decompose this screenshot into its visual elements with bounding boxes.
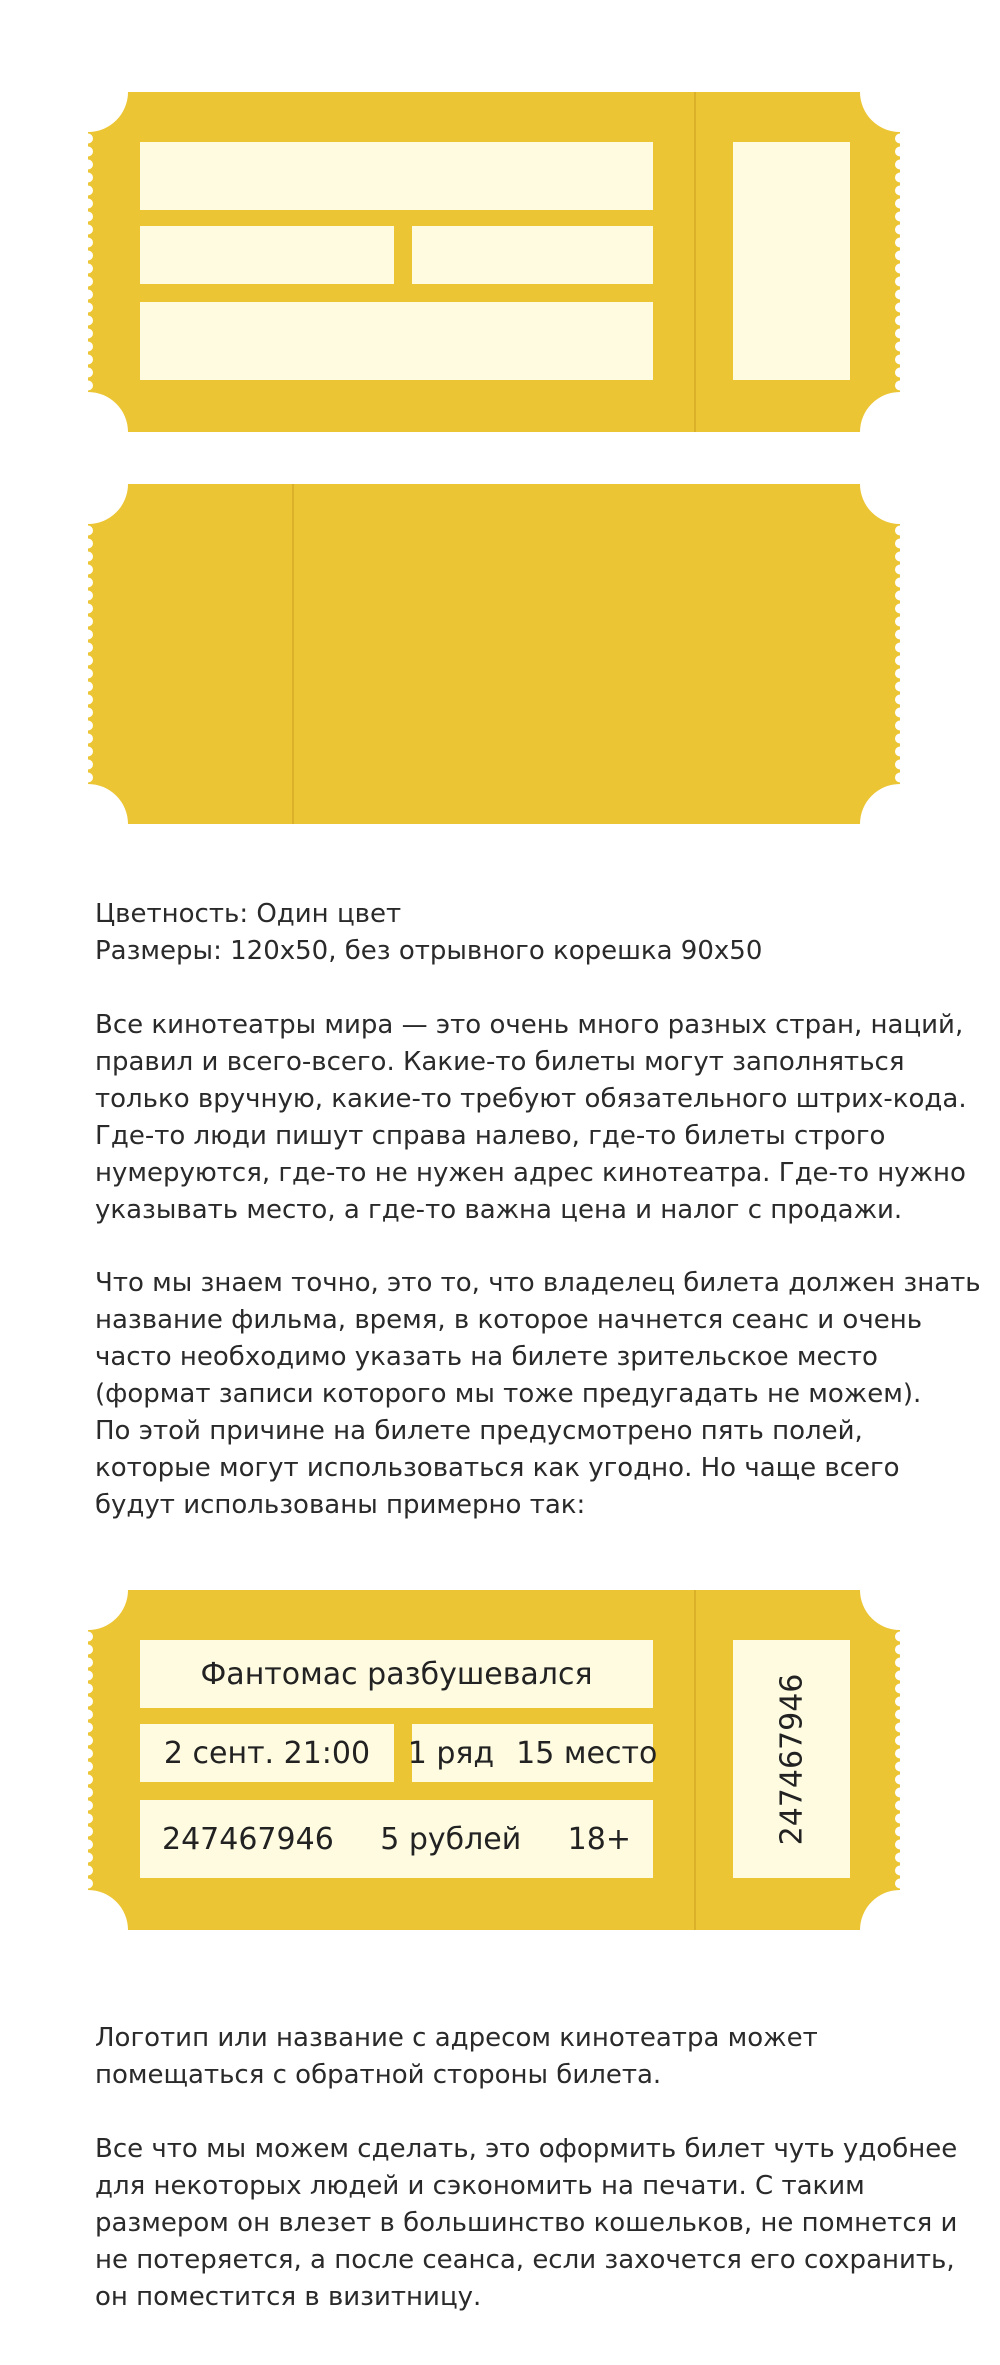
field-title — [140, 142, 653, 210]
paragraph-1 — [95, 1007, 967, 1229]
ticket-example — [88, 1590, 900, 1930]
text-line: не потеряется, а после сеанса, если захочется его сохранить, — [95, 2245, 955, 2275]
seat-number: 15 место — [516, 1735, 658, 1771]
field-left — [140, 226, 394, 284]
field-stub — [733, 1640, 850, 1878]
ticket-shape — [88, 484, 900, 824]
field-right — [407, 1724, 658, 1782]
text-line: будут использованы примерно так: — [95, 1490, 586, 1520]
movie-title: Фантомас разбушевался — [200, 1656, 593, 1692]
text-line: Логотип или название с адресом кинотеатра может — [95, 2023, 818, 2053]
field-stub — [733, 142, 850, 380]
text-line: По этой причине на билете предусмотрено пять полей, — [95, 1416, 863, 1446]
text-line: часто необходимо указать на билете зрительское место — [95, 1342, 878, 1372]
field-right — [412, 226, 653, 284]
paragraph-2 — [95, 1265, 981, 1524]
specs — [95, 896, 955, 970]
text-line: Все кинотеатры мира — это очень много разных стран, наций, — [95, 1010, 964, 1040]
age-rating: 18+ — [567, 1821, 631, 1857]
ticket-number: 247467946 — [162, 1821, 334, 1857]
text-line: (формат записи которого мы тоже предугадать не можем). — [95, 1379, 922, 1409]
row-number: 1 ряд — [407, 1735, 495, 1771]
text-line: Где-то люди пишут справа налево, где-то билеты строго — [95, 1121, 886, 1151]
field-left — [140, 1724, 394, 1782]
paragraph-4 — [95, 2131, 958, 2316]
text-line: которые могут использоваться как угодно. Но чаще всего — [95, 1453, 900, 1483]
text-line: для некоторых людей и сэкономить на печати. С таким — [95, 2171, 865, 2201]
stub-number: 247467946 — [774, 1673, 810, 1845]
text-line: размером он влезет в большинство кошельков, не помнется и — [95, 2208, 958, 2238]
session-datetime: 2 сент. 21:00 — [163, 1735, 371, 1771]
text-line: Все что мы можем сделать, это оформить билет чуть удобнее — [95, 2134, 958, 2164]
color-spec: Цветность: Один цвет — [95, 899, 402, 929]
field-bottom — [140, 302, 653, 380]
field-bottom — [140, 1800, 653, 1878]
text-line: он поместится в визитницу. — [95, 2282, 482, 2312]
text-line: нумеруются, где-то не нужен адрес кинотеатра. Где-то нужно — [95, 1158, 966, 1188]
text-line: только вручную, какие-то требуют обязательного штрих-кода. — [95, 1084, 967, 1114]
text-line: правил и всего-всего. Какие-то билеты могут заполняться — [95, 1047, 905, 1077]
text-line: указывать место, а где-то важна цена и налог с продажи. — [95, 1195, 903, 1225]
size-spec: Размеры: 120x50, без отрывного корешка 90x50 — [95, 936, 763, 966]
text-line: название фильма, время, в которое начнется сеанс и очень — [95, 1305, 923, 1335]
text-line: помещаться с обратной стороны билета. — [95, 2060, 662, 2090]
ticket-front-template — [88, 92, 900, 432]
ticket-back-template — [88, 484, 900, 824]
text-line: Что мы знаем точно, это то, что владелец билета должен знать — [95, 1268, 981, 1298]
field-title — [140, 1640, 653, 1708]
paragraph-3 — [95, 2020, 955, 2094]
ticket-price: 5 рублей — [380, 1821, 522, 1857]
